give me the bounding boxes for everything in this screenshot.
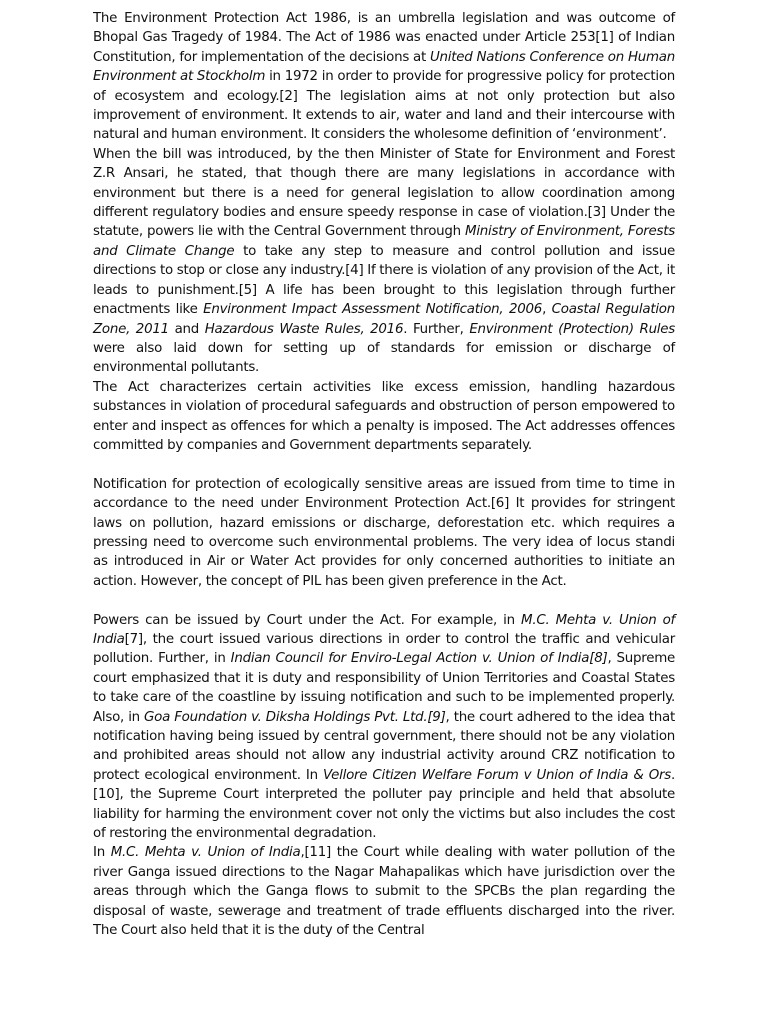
text-run: and: [168, 321, 205, 337]
text-run: Powers can be issued by Court under the Act. For example, in: [93, 612, 522, 628]
text-run: The Act characterizes certain activities like excess emission, handling hazardous substances in violation of procedural safeguards and obstruction of person empowered to enter and inspect as offences for which a penalty is imposed. The Act addresses offences committed by companies and Government departments separately.: [93, 379, 675, 453]
italic-citation: Ministry of Environment, Forests and Climate Change: [93, 224, 675, 259]
italic-citation: Coastal Regulation Zone, 2011: [93, 302, 675, 337]
paragraph-5: [93, 611, 675, 844]
paragraph-1: [93, 9, 675, 145]
italic-citation: Hazardous Waste Rules, 2016: [204, 321, 404, 337]
text-run: In: [93, 845, 111, 861]
text-run: were also laid down for setting up of standards for emission or discharge of environmental pollutants.: [93, 340, 675, 376]
text-run: Notification for protection of ecologically sensitive areas are issued from time to time in accordance to the need under Environment Protection Act.[6] It provides for stringent laws on pollution, hazard emissions or discharge, deforestation etc. which requires a pressing need to overcome such environmental problems. The very idea of locus standi as introduced in Air or Water Act provides for only concerned authorities to initiate an action. However, the concept of PIL has been given preference in the Act.: [93, 476, 675, 589]
italic-citation: Indian Council for Enviro-Legal Action v. Union of India[8]: [230, 651, 608, 667]
italic-citation: United Nations Conference on Human Environment at Stockholm: [93, 49, 675, 85]
paragraph-6: [93, 843, 675, 940]
italic-citation: M.C. Mehta v. Union of India: [93, 612, 675, 647]
italic-citation: Goa Foundation v. Diksha Holdings Pvt. Ltd.[9]: [144, 709, 446, 725]
text-run: , the court adhered to the idea that notification having being issued by central government, there should not be any violation and prohibited areas should not allow any industrial activity around CRZ notification to protect ecological environment. In: [93, 709, 675, 783]
italic-citation: Environment Impact Assessment Notification, 2006: [203, 302, 543, 318]
text-run: The Environment Protection Act 1986, is an umbrella legislation and was outcome of Bhopal Gas Tragedy of 1984. The Act of 1986 was enacted under Article 253[1] of Indian Constitution, for implementation of the decisions at: [93, 11, 675, 65]
text-run: in 1972 in order to provide for progressive policy for protection of ecosystem and ecology.[2] The legislation aims at not only protection but also improvement of environment. It extends to air, water and land and their intercourse with natural and human environment. It considers the wholesome definition of ‘environment’.: [93, 69, 675, 143]
italic-citation: M.C. Mehta v. Union of India: [110, 845, 301, 861]
text-run: .[10], the Supreme Court interpreted the polluter pay principle and held that absolute liability for harming the environment cover not only the victims but also includes the cost of restoring the environmental degradation.: [93, 767, 675, 842]
paragraph-3: [93, 378, 675, 456]
paragraph-spacer: [93, 591, 675, 610]
text-run: . Further,: [403, 321, 470, 337]
text-run: ,[11] the Court while dealing with water pollution of the river Ganga issued directions to the Nagar Mahapalikas which have jurisdiction over the areas through which the Ganga flows to submit to the SPCBs the plan regarding the disposal of waste, sewerage and treatment of trade effluents discharged into the river. The Court also held that it is the duty of the Central: [93, 845, 675, 939]
paragraph-spacer: [93, 455, 675, 474]
italic-citation: Environment (Protection) Rules: [469, 321, 675, 337]
document-body: [93, 9, 675, 940]
text-run: , Supreme court emphasized that it is duty and responsibility of Union Territories and Coastal States to take care of the coastline by issuing notification and such to be implemented properly. Also, in: [93, 651, 675, 725]
text-run: When the bill was introduced, by the then Minister of State for Environment and Forest Z.R Ansari, he stated, that though there are many legislations in accordance with environment but there is a need for general legislation to allow coordination among different regulatory bodies and ensure speedy response in case of violation.[3] Under the statute, powers lie with the Central Government through: [93, 146, 675, 240]
text-run: ,: [542, 302, 552, 318]
text-run: [7], the court issued various directions in order to control the traffic and vehicular pollution. Further, in: [93, 631, 675, 667]
italic-citation: Vellore Citizen Welfare Forum v Union of India & Ors: [323, 767, 671, 783]
text-run: to take any step to measure and control pollution and issue directions to stop or close any industry.[4] If there is violation of any provision of the Act, it leads to punishment.[5] A life has been brought to this legislation through further enactments like: [93, 243, 675, 318]
paragraph-2: [93, 145, 675, 378]
paragraph-4: [93, 475, 675, 591]
